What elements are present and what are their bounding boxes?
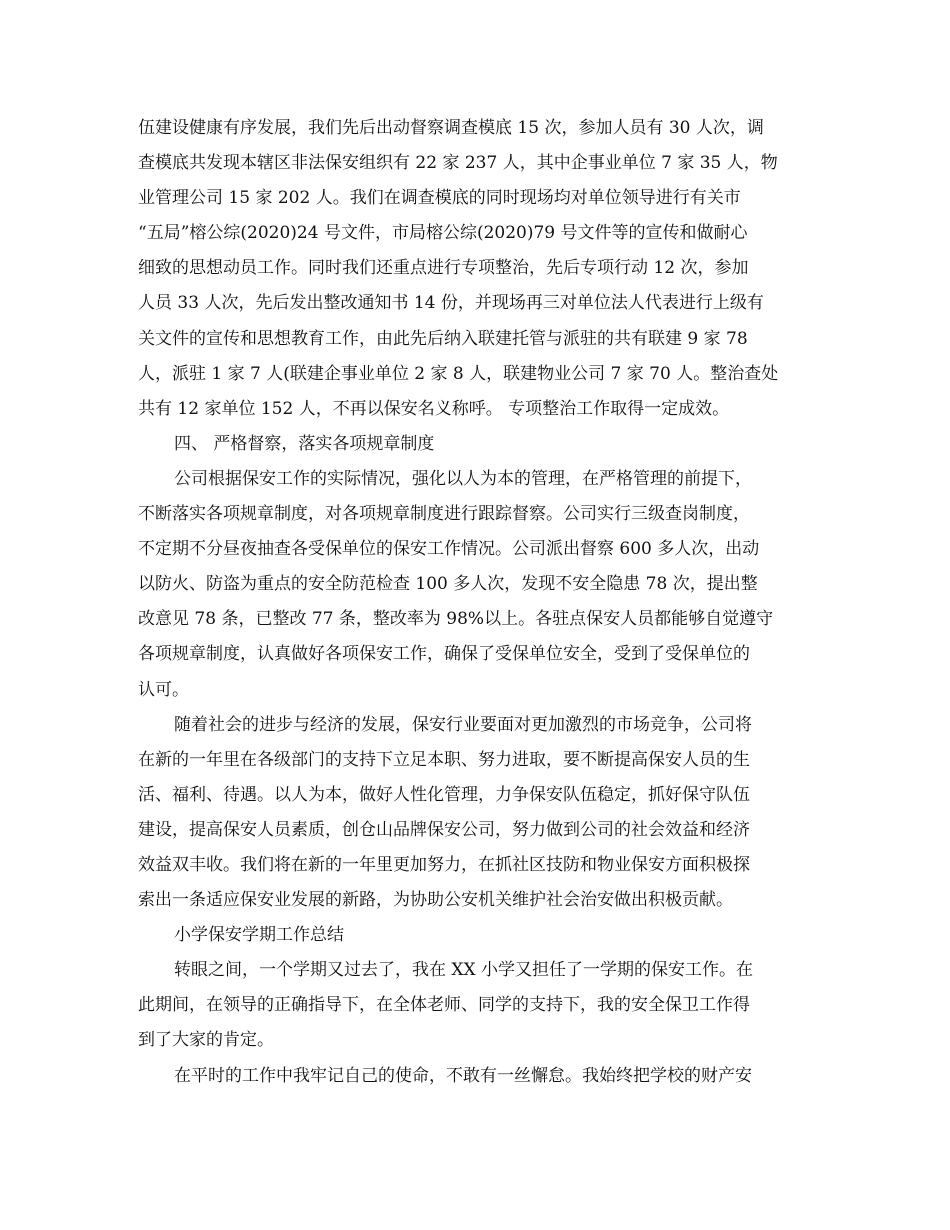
text-line: 到了大家的肯定。 <box>138 1030 274 1051</box>
text-line: 改意见 78 条，已整改 77 条，整改率为 98%以上。各驻点保安人员都能够自觉遵守 <box>138 609 774 630</box>
subtitle-text: 小学保安学期工作总结 <box>174 925 344 946</box>
text-line: 人，派驻 1 家 7 人(联建企事业单位 2 家 8 人，联建物业公司 7 家 70 人。整治查处 <box>138 363 779 384</box>
paragraph-daily-work <box>138 1059 818 1094</box>
text-line: 不定期不分昼夜抽查各受保单位的保安工作情况。公司派出督察 600 多人次，出动 <box>138 539 760 560</box>
paragraph-rectification <box>138 111 818 427</box>
text-line: 共有 12 家单位 152 人，不再以保安名义称呼。 专项整治工作取得一定成效。 <box>138 398 730 419</box>
text-line: 查模底共发现本辖区非法保安组织有 22 家 237 人，其中企事业单位 7 家 35 人，物 <box>138 153 778 174</box>
document-body <box>138 111 818 1094</box>
text-line: 索出一条适应保安业发展的新路，为协助公安机关维护社会治安做出积极贡献。 <box>138 890 733 911</box>
text-line: 随着社会的进步与经济的发展，保安行业要面对更加激烈的市场竞争，公司将 <box>174 714 752 735</box>
text-line: 建设，提高保安人员素质，创仓山品牌保安公司，努力做到公司的社会效益和经济 <box>138 819 750 840</box>
text-line: 关文件的宣传和思想教育工作，由此先后纳入联建托管与派驻的共有联建 9 家 78 <box>138 328 748 349</box>
text-line: 在平时的工作中我牢记自己的使命，不敢有一丝懈怠。我始终把学校的财产安 <box>174 1065 752 1086</box>
paragraph-supervision <box>138 462 818 708</box>
text-line: 细致的思想动员工作。同时我们还重点进行专项整治，先后专项行动 12 次，参加 <box>138 258 749 279</box>
text-line: 认可。 <box>138 679 189 700</box>
text-line: 此期间，在领导的正确指导下，在全体老师、同学的支持下，我的安全保卫工作得 <box>138 995 750 1016</box>
text-line: 公司根据保安工作的实际情况，强化以人为本的管理，在严格管理的前提下， <box>174 468 752 489</box>
text-line: 转眼之间，一个学期又过去了，我在 XX 小学又担任了一学期的保安工作。在 <box>174 960 754 981</box>
text-line: 业管理公司 15 家 202 人。我们在调查模底的同时现场均对单位领导进行有关市 <box>138 188 741 209</box>
section-heading-four <box>138 427 818 462</box>
text-line: 人员 33 人次，先后发出整改通知书 14 份，并现场再三对单位法人代表进行上级有 <box>138 293 764 314</box>
text-line: 效益双丰收。我们将在新的一年里更加努力，在抓社区技防和物业保安方面积极探 <box>138 854 750 875</box>
paragraph-outlook <box>138 708 818 919</box>
heading-text: 四、 严格督察，落实各项规章制度 <box>174 433 435 454</box>
text-line: 各项规章制度，认真做好各项保安工作，确保了受保单位安全，受到了受保单位的 <box>138 644 750 665</box>
text-line: 以防火、防盗为重点的安全防范检查 100 多人次，发现不安全隐患 78 次，提出整 <box>138 574 758 595</box>
document-subtitle <box>138 918 818 953</box>
text-line: “五局”榕公综(2020)24 号文件，市局榕公综(2020)79 号文件等的宣传和做耐心 <box>138 223 748 244</box>
text-line: 伍建设健康有序发展，我们先后出动督察调查模底 15 次，参加人员有 30 人次，调 <box>138 118 764 138</box>
text-line: 活、福利、待遇。以人为本，做好人性化管理，力争保安队伍稳定，抓好保守队伍 <box>138 784 750 805</box>
text-line: 在新的一年里在各级部门的支持下立足本职、努力进取，要不断提高保安人员的生 <box>138 749 750 770</box>
text-line: 不断落实各项规章制度，对各项规章制度进行跟踪督察。公司实行三级查岗制度， <box>138 504 750 525</box>
paragraph-semester-intro <box>138 953 818 1058</box>
